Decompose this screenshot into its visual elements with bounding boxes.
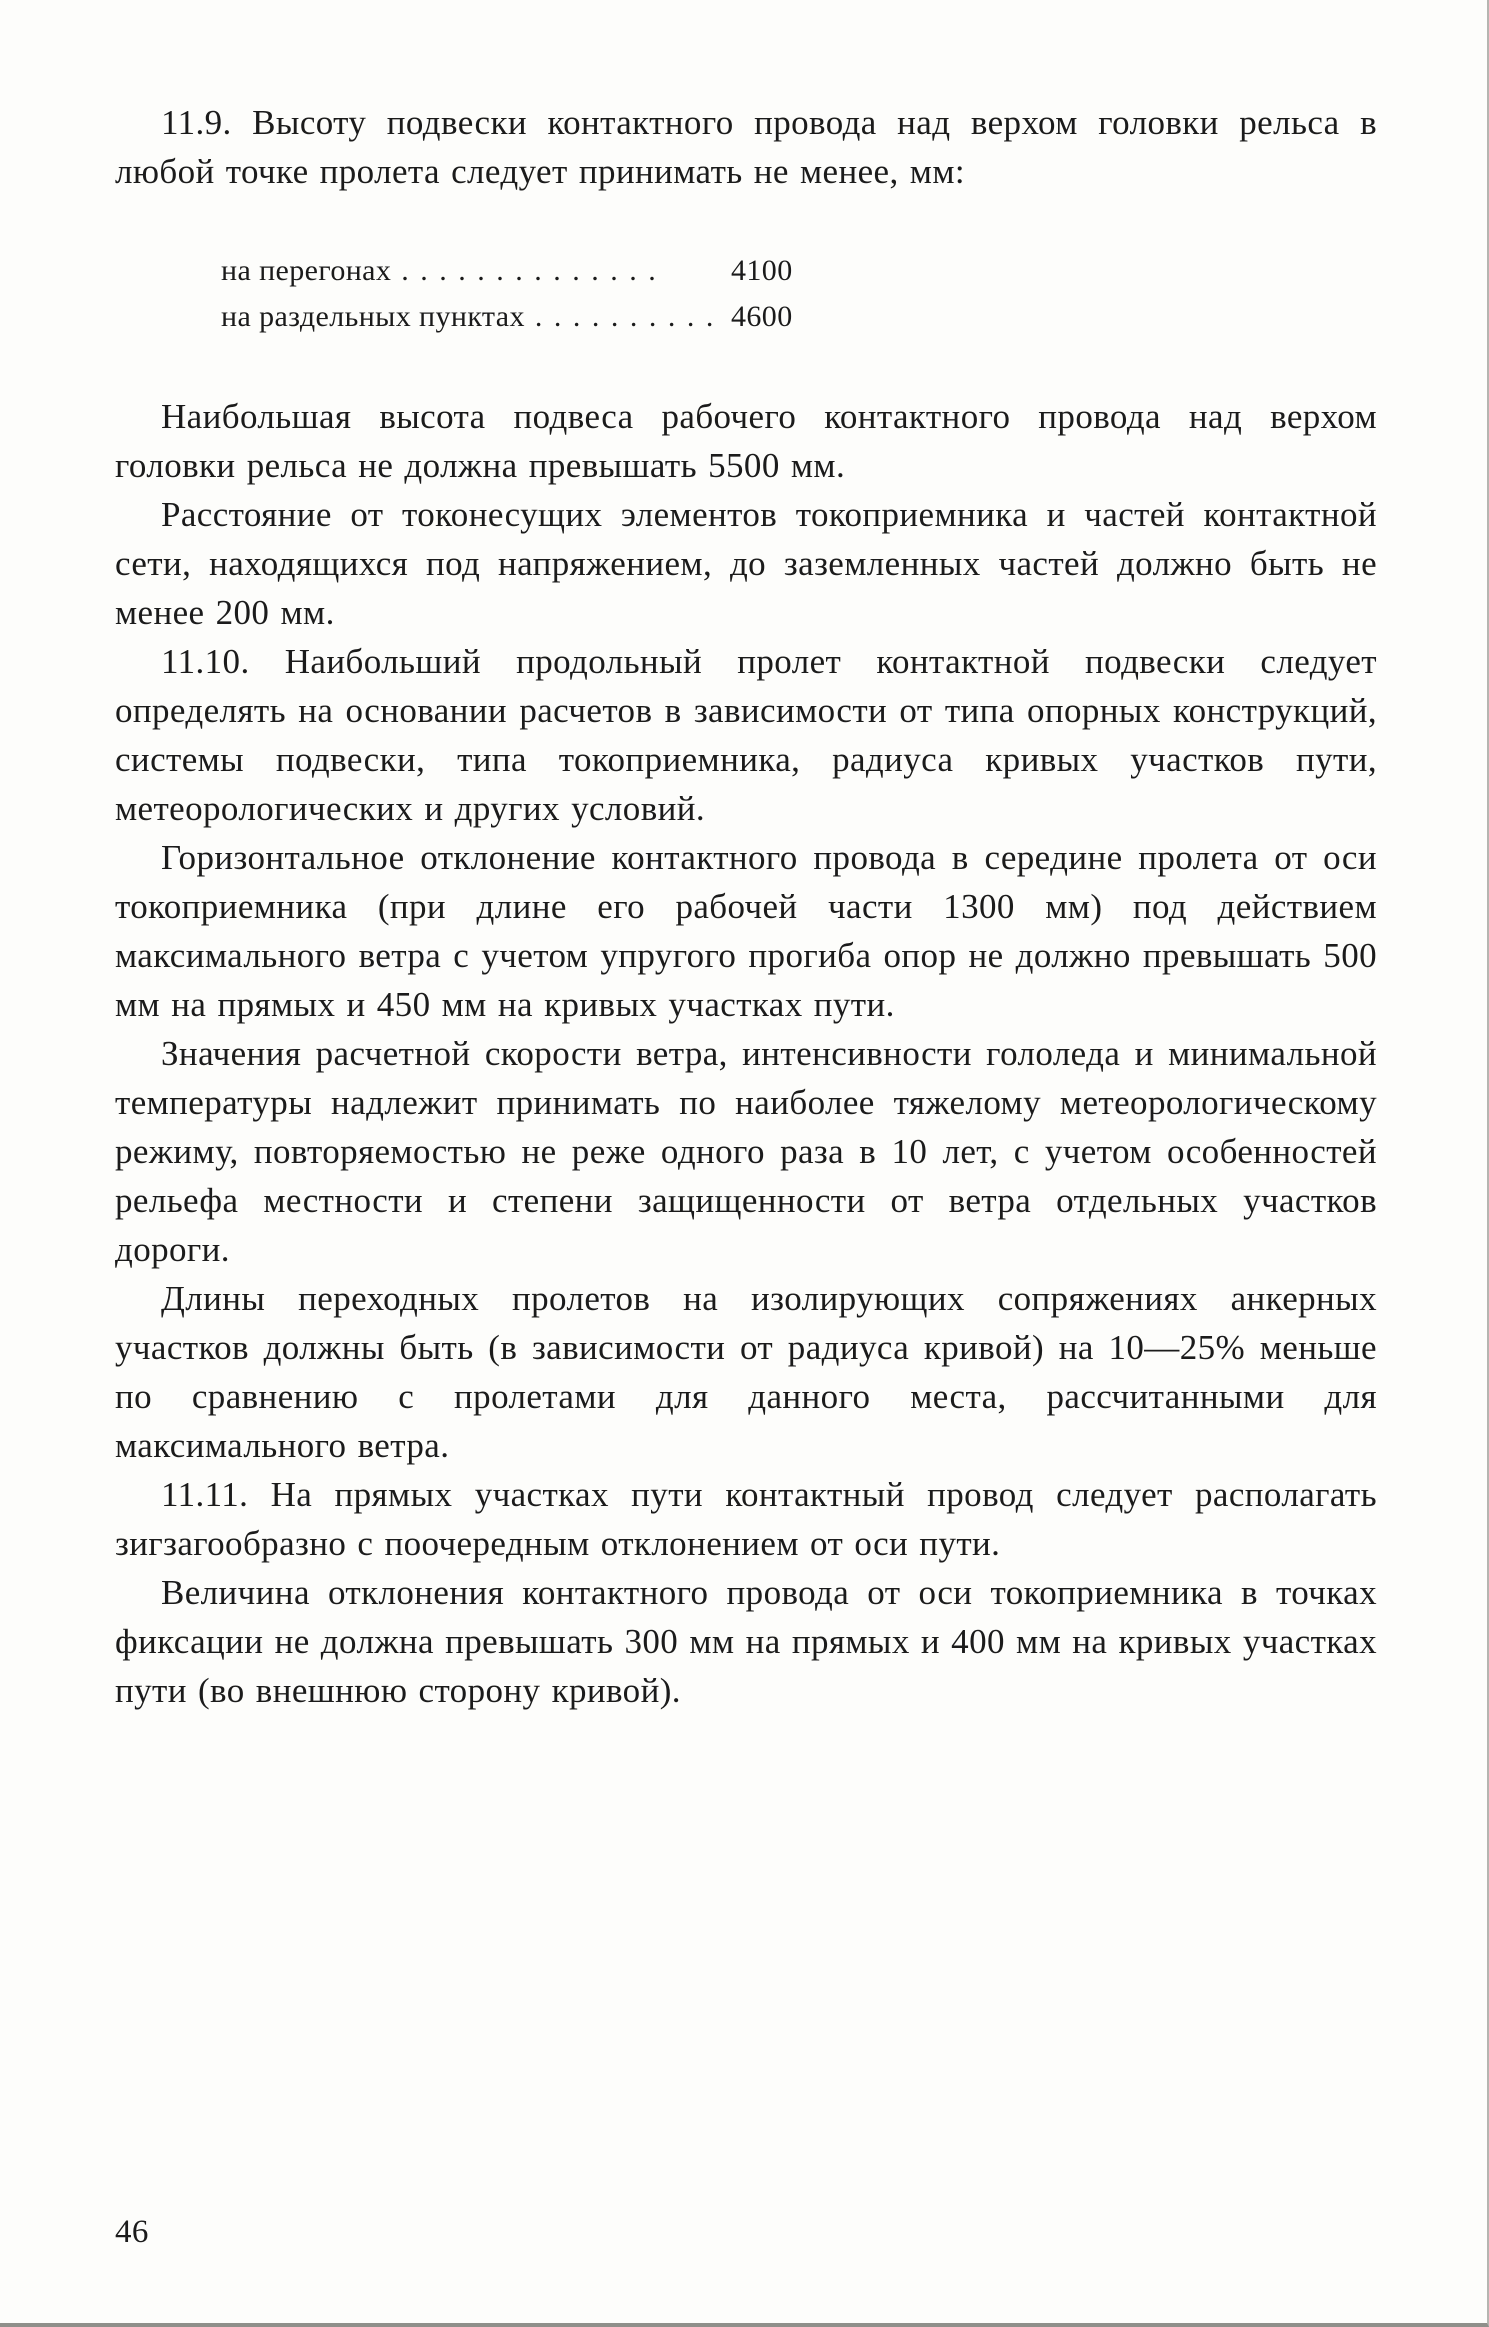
spec-row-peregon	[221, 248, 821, 294]
page-number: 46	[115, 2214, 149, 2250]
paragraph-wind-values: Значения расчетной скорости ветра, интенсивности гололеда и минимальной температуры надлежит принимать по наиболее тяжелому метеорологическому режиму, повторяемостью не реже одного раза в 10 лет, с учетом особенностей рельефа местности и степени защищенности от ветра отдельных участков дороги.	[115, 1034, 1377, 1269]
spec-row-razdelny	[221, 294, 821, 340]
spec-label: на раздельных пунктах	[221, 300, 525, 333]
height-spec-list	[221, 248, 821, 340]
page-body	[115, 98, 1377, 1715]
paragraph-11-11: 11.11. На прямых участках пути контактный провод следует располагать зигзагообразно с поочередным отклонением от оси пути.	[115, 1475, 1377, 1563]
spec-label: на перегонах	[221, 254, 392, 287]
paragraph-transition-spans: Длины переходных пролетов на изолирующих сопряжениях анкерных участков должны быть (в зависимости от радиуса кривой) на 10—25% меньше по сравнению с пролетами для данного места, рассчитанными для максимального ветра.	[115, 1279, 1377, 1465]
dot-leader: . . . . . . . . . .	[534, 300, 716, 333]
paragraph-deviation-value: Величина отклонения контактного провода от оси токоприемника в точках фиксации не должна превышать 300 мм на прямых и 400 мм на кривых участках пути (во внешнюю сторону кривой).	[115, 1573, 1377, 1710]
paragraph-11-10: 11.10. Наибольший продольный пролет контактной подвески следует определять на основании расчетов в зависимости от типа опорных конструкций, системы подвески, типа токоприемника, радиуса кривых участков пути, метеорологических и других условий.	[115, 642, 1377, 828]
paragraph-horizontal-deviation: Горизонтальное отклонение контактного провода в середине пролета от оси токоприемника (при длине его рабочей части 1300 мм) под действием максимального ветра с учетом упругого прогиба опор не должно превышать 500 мм на прямых и 450 мм на кривых участках пути.	[115, 838, 1377, 1024]
dot-leader: . . . . . . . . . . . . . .	[401, 254, 658, 287]
paragraph-distance: Расстояние от токонесущих элементов токоприемника и частей контактной сети, находящихся под напряжением, до заземленных частей должно быть не менее 200 мм.	[115, 495, 1377, 632]
paragraph-max-height: Наибольшая высота подвеса рабочего контактного провода над верхом головки рельса не должна превышать 5500 мм.	[115, 397, 1377, 485]
spec-value: 4100	[731, 254, 793, 287]
paragraph-11-9: 11.9. Высоту подвески контактного провода над верхом головки рельса в любой точке пролета следует принимать не менее, мм:	[115, 103, 1377, 191]
spec-value: 4600	[731, 300, 793, 333]
